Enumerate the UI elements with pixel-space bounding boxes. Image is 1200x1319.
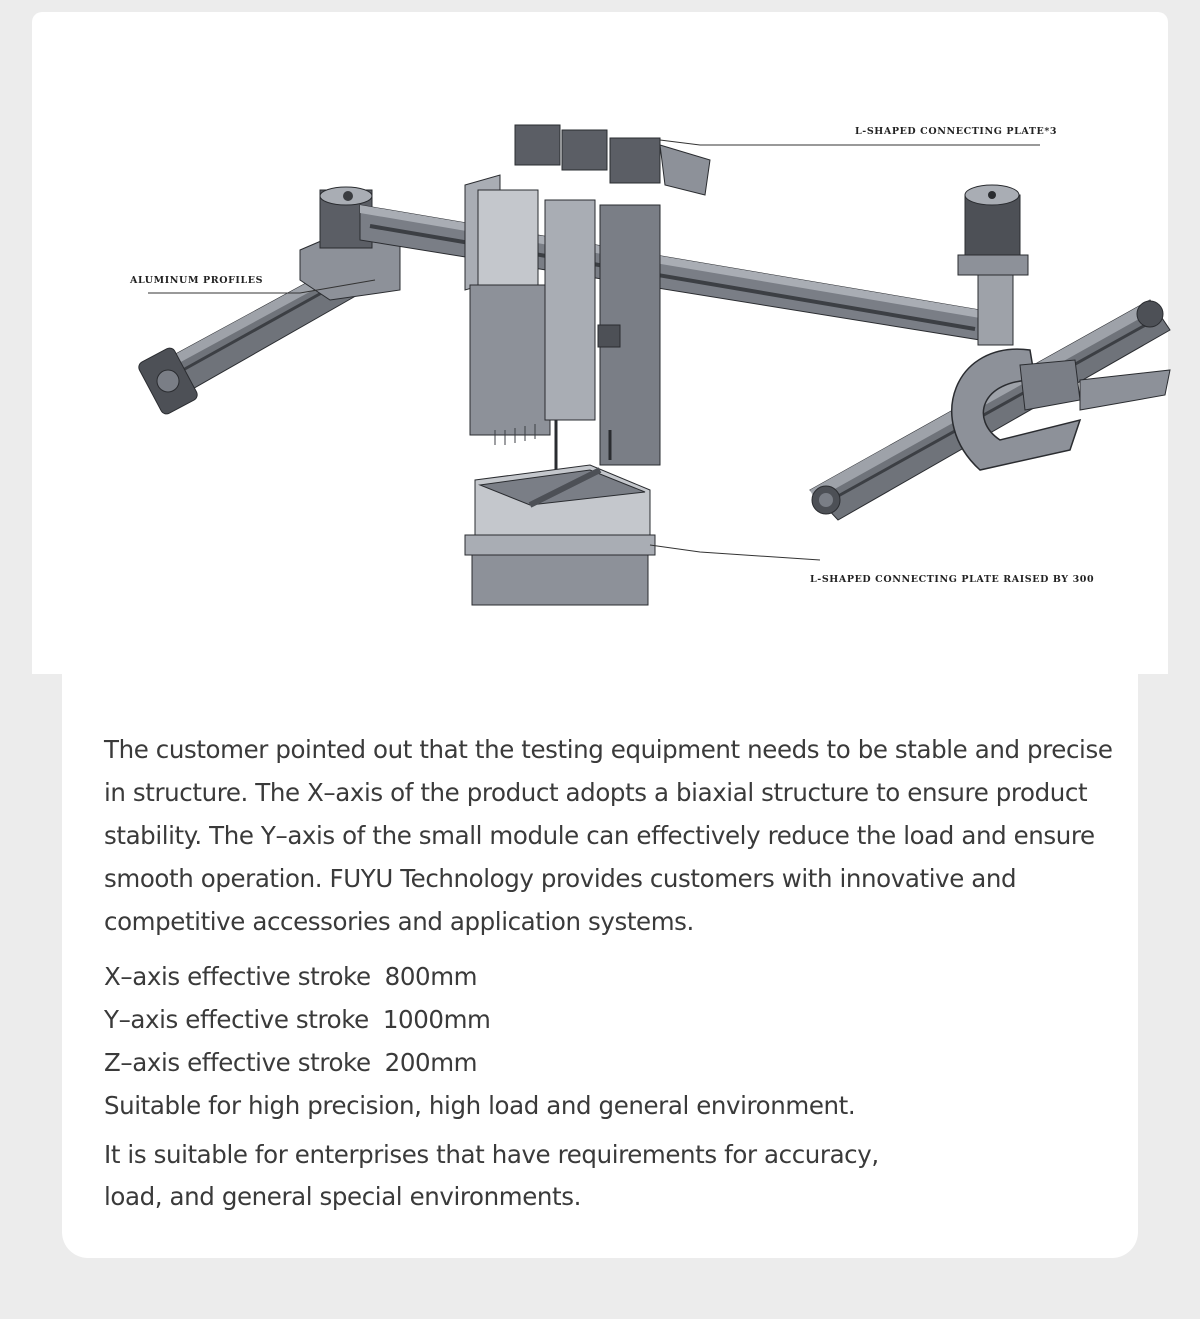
spec-list: [104, 955, 1104, 1218]
suitability-note: It is suitable for enterprises that have requirements for accuracy, load, and general special environments.: [104, 1140, 879, 1211]
z-axis-modules: [465, 125, 710, 470]
callout-aluminum-profiles: ALUMINUM PROFILES: [130, 275, 264, 286]
product-figure-panel: [32, 12, 1168, 674]
spec-value: 200mm: [384, 1048, 478, 1077]
x-axis-beam: [360, 205, 980, 340]
callout-l-shaped-plate-raised: L-SHAPED CONNECTING PLATE RAISED BY 300: [810, 574, 1095, 585]
spec-row-x-axis: [104, 955, 1104, 998]
spec-value: 800mm: [384, 962, 478, 991]
suitability-line: Suitable for high precision, high load and general environment.: [104, 1091, 856, 1120]
spec-row-y-axis: [104, 998, 1104, 1041]
description-card: [62, 660, 1138, 1258]
intro-paragraph: The customer pointed out that the testing equipment needs to be stable and precise in structure. The X–axis of the product adopts a biaxial structure to ensure product stability. The Y–axis of the small module can effectively reduce the load and ensure smooth operation. FUYU Technology provides customers with innovative and competitive accessories and application systems.: [104, 735, 1113, 936]
sample-tray: [465, 465, 655, 605]
spec-value: 1000mm: [382, 1005, 491, 1034]
spec-label: X–axis effective stroke: [104, 962, 371, 991]
spec-label: Y–axis effective stroke: [104, 1005, 369, 1034]
spec-row-z-axis: [104, 1041, 1104, 1084]
callout-l-shaped-plate: L-SHAPED CONNECTING PLATE*3: [855, 126, 1058, 137]
spec-label: Z–axis effective stroke: [104, 1048, 371, 1077]
